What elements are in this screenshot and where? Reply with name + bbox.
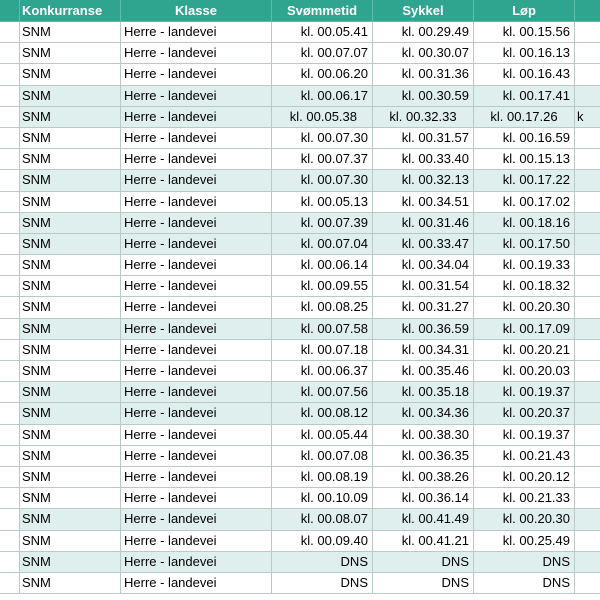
header-row (0, 0, 600, 22)
row-gutter (0, 22, 20, 43)
table-row (0, 531, 600, 552)
cell-konkurranse[interactable]: SNM (20, 170, 121, 191)
cell-klasse[interactable]: Herre - landevei (121, 467, 272, 488)
cell-extra[interactable] (575, 319, 600, 340)
row-gutter (0, 213, 20, 234)
cell-lop[interactable]: kl. 00.20.37 (474, 403, 575, 424)
cell-klasse[interactable]: Herre - landevei (121, 255, 272, 276)
cell-sykkel[interactable]: kl. 00.30.59 (373, 86, 474, 107)
row-gutter (0, 86, 20, 107)
cell-svommetid[interactable]: kl. 00.08.19 (272, 467, 373, 488)
table-row (0, 297, 600, 318)
cell-klasse[interactable]: Herre - landevei (121, 488, 272, 509)
cell-lop[interactable]: kl. 00.16.13 (474, 43, 575, 64)
cell-sykkel[interactable]: kl. 00.34.31 (373, 340, 474, 361)
cell-lop[interactable]: kl. 00.25.49 (474, 531, 575, 552)
cell-svommetid[interactable]: DNS (272, 552, 373, 573)
cell-svommetid[interactable]: kl. 00.08.25 (272, 297, 373, 318)
cell-sykkel[interactable]: kl. 00.29.49 (373, 22, 474, 43)
cell-klasse[interactable]: Herre - landevei (121, 276, 272, 297)
cell-lop[interactable]: kl. 00.20.12 (474, 467, 575, 488)
cell-extra[interactable] (575, 403, 600, 424)
cell-konkurranse[interactable]: SNM (20, 425, 121, 446)
cell-klasse[interactable]: Herre - landevei (121, 509, 272, 530)
table-row (0, 340, 600, 361)
cell-konkurranse[interactable]: SNM (20, 531, 121, 552)
cell-sykkel[interactable]: kl. 00.35.18 (373, 382, 474, 403)
cell-sykkel[interactable]: kl. 00.41.21 (373, 531, 474, 552)
cell-klasse[interactable]: Herre - landevei (121, 192, 272, 213)
cell-svommetid[interactable]: kl. 00.10.09 (272, 488, 373, 509)
cell-extra[interactable] (575, 446, 600, 467)
cell-extra[interactable] (575, 22, 600, 43)
cell-extra[interactable] (575, 192, 600, 213)
cell-klasse[interactable]: Herre - landevei (121, 43, 272, 64)
cell-lop[interactable]: kl. 00.17.02 (474, 192, 575, 213)
table-row (0, 361, 600, 382)
table-row (0, 467, 600, 488)
cell-svommetid[interactable]: kl. 00.06.20 (272, 64, 373, 85)
cell-konkurranse[interactable]: SNM (20, 403, 121, 424)
cell-svommetid[interactable]: kl. 00.05.38 (272, 107, 373, 128)
cell-sykkel[interactable]: kl. 00.31.36 (373, 64, 474, 85)
cell-klasse[interactable]: Herre - landevei (121, 297, 272, 318)
cell-lop[interactable]: kl. 00.20.30 (474, 297, 575, 318)
cell-sykkel[interactable]: kl. 00.36.35 (373, 446, 474, 467)
column-header-extra[interactable] (575, 0, 600, 22)
cell-lop[interactable]: kl. 00.15.13 (474, 149, 575, 170)
cell-konkurranse[interactable]: SNM (20, 509, 121, 530)
table-row (0, 319, 600, 340)
cell-extra[interactable] (575, 425, 600, 446)
cell-klasse[interactable]: Herre - landevei (121, 552, 272, 573)
cell-konkurranse[interactable]: SNM (20, 192, 121, 213)
cell-sykkel[interactable]: kl. 00.38.26 (373, 467, 474, 488)
cell-lop[interactable]: kl. 00.16.43 (474, 64, 575, 85)
table-row (0, 149, 600, 170)
table-row (0, 382, 600, 403)
row-gutter (0, 276, 20, 297)
cell-konkurranse[interactable]: SNM (20, 382, 121, 403)
cell-klasse[interactable]: Herre - landevei (121, 22, 272, 43)
table-row (0, 43, 600, 64)
cell-konkurranse[interactable]: SNM (20, 488, 121, 509)
table-row (0, 22, 600, 43)
cell-klasse[interactable]: Herre - landevei (121, 319, 272, 340)
cell-svommetid[interactable]: kl. 00.07.39 (272, 213, 373, 234)
cell-konkurranse[interactable]: SNM (20, 340, 121, 361)
cell-klasse[interactable]: Herre - landevei (121, 86, 272, 107)
row-gutter (0, 425, 20, 446)
cell-lop[interactable]: kl. 00.19.37 (474, 382, 575, 403)
row-gutter (0, 361, 20, 382)
cell-klasse[interactable]: Herre - landevei (121, 403, 272, 424)
cell-klasse[interactable]: Herre - landevei (121, 573, 272, 594)
cell-lop[interactable]: kl. 00.17.50 (474, 234, 575, 255)
cell-sykkel[interactable]: kl. 00.31.46 (373, 213, 474, 234)
column-header-svommetid[interactable]: Svømmetid (272, 0, 373, 22)
column-header-lop[interactable]: Løp (474, 0, 575, 22)
cell-extra[interactable] (575, 297, 600, 318)
cell-extra[interactable] (575, 234, 600, 255)
cell-lop[interactable]: kl. 00.20.03 (474, 361, 575, 382)
cell-extra[interactable] (575, 149, 600, 170)
column-header-konkurranse[interactable]: Konkurranse (20, 0, 121, 22)
cell-extra[interactable] (575, 509, 600, 530)
cell-klasse[interactable]: Herre - landevei (121, 361, 272, 382)
cell-klasse[interactable]: Herre - landevei (121, 170, 272, 191)
row-gutter (0, 255, 20, 276)
cell-extra[interactable] (575, 552, 600, 573)
row-gutter (0, 170, 20, 191)
cell-klasse[interactable]: Herre - landevei (121, 149, 272, 170)
cell-konkurranse[interactable]: SNM (20, 446, 121, 467)
cell-konkurranse[interactable]: SNM (20, 552, 121, 573)
cell-svommetid[interactable]: kl. 00.06.37 (272, 361, 373, 382)
row-gutter (0, 297, 20, 318)
table-row (0, 509, 600, 530)
row-gutter (0, 552, 20, 573)
table-row (0, 255, 600, 276)
cell-sykkel[interactable]: kl. 00.36.59 (373, 319, 474, 340)
cell-sykkel[interactable]: kl. 00.35.46 (373, 361, 474, 382)
cell-lop[interactable]: kl. 00.20.21 (474, 340, 575, 361)
table-row (0, 403, 600, 424)
cell-konkurranse[interactable]: SNM (20, 467, 121, 488)
cell-extra[interactable] (575, 43, 600, 64)
cell-konkurranse[interactable]: SNM (20, 128, 121, 149)
table-row (0, 276, 600, 297)
cell-lop[interactable]: DNS (474, 573, 575, 594)
row-gutter (0, 531, 20, 552)
table-row (0, 213, 600, 234)
row-gutter (0, 382, 20, 403)
cell-extra[interactable] (575, 255, 600, 276)
row-gutter (0, 340, 20, 361)
cell-sykkel[interactable]: kl. 00.31.27 (373, 297, 474, 318)
cell-klasse[interactable]: Herre - landevei (121, 234, 272, 255)
cell-lop[interactable]: kl. 00.19.33 (474, 255, 575, 276)
cell-svommetid[interactable]: kl. 00.08.07 (272, 509, 373, 530)
cell-lop[interactable]: kl. 00.15.56 (474, 22, 575, 43)
cell-lop[interactable]: kl. 00.21.33 (474, 488, 575, 509)
table-row (0, 170, 600, 191)
table-row (0, 107, 600, 128)
cell-konkurranse[interactable]: SNM (20, 64, 121, 85)
row-gutter (0, 403, 20, 424)
cell-extra[interactable] (575, 128, 600, 149)
cell-extra[interactable] (575, 170, 600, 191)
cell-extra[interactable]: k (575, 107, 600, 128)
column-header-klasse[interactable]: Klasse (121, 0, 272, 22)
cell-klasse[interactable]: Herre - landevei (121, 213, 272, 234)
cell-svommetid[interactable]: kl. 00.07.08 (272, 446, 373, 467)
cell-sykkel[interactable]: kl. 00.33.47 (373, 234, 474, 255)
cell-sykkel[interactable]: kl. 00.34.51 (373, 192, 474, 213)
cell-konkurranse[interactable]: SNM (20, 234, 121, 255)
cell-konkurranse[interactable]: SNM (20, 573, 121, 594)
cell-konkurranse[interactable]: SNM (20, 86, 121, 107)
cell-sykkel[interactable]: DNS (373, 552, 474, 573)
cell-lop[interactable]: kl. 00.20.30 (474, 509, 575, 530)
cell-konkurranse[interactable]: SNM (20, 149, 121, 170)
row-gutter (0, 446, 20, 467)
cell-klasse[interactable]: Herre - landevei (121, 425, 272, 446)
cell-svommetid[interactable]: kl. 00.08.12 (272, 403, 373, 424)
row-gutter (0, 43, 20, 64)
cell-svommetid[interactable]: kl. 00.06.14 (272, 255, 373, 276)
table-row (0, 86, 600, 107)
row-gutter (0, 573, 20, 594)
table-row (0, 425, 600, 446)
cell-svommetid[interactable]: kl. 00.09.55 (272, 276, 373, 297)
cell-extra[interactable] (575, 64, 600, 85)
row-gutter (0, 128, 20, 149)
cell-extra[interactable] (575, 276, 600, 297)
cell-extra[interactable] (575, 467, 600, 488)
cell-extra[interactable] (575, 573, 600, 594)
cell-extra[interactable] (575, 531, 600, 552)
cell-klasse[interactable]: Herre - landevei (121, 64, 272, 85)
cell-sykkel[interactable]: kl. 00.32.13 (373, 170, 474, 191)
table-row (0, 234, 600, 255)
cell-sykkel[interactable]: kl. 00.33.40 (373, 149, 474, 170)
cell-konkurranse[interactable]: SNM (20, 22, 121, 43)
cell-lop[interactable]: DNS (474, 552, 575, 573)
table-row (0, 446, 600, 467)
cell-sykkel[interactable]: kl. 00.34.36 (373, 403, 474, 424)
row-gutter (0, 107, 20, 128)
cell-svommetid[interactable]: kl. 00.07.30 (272, 170, 373, 191)
cell-svommetid[interactable]: DNS (272, 573, 373, 594)
cell-sykkel[interactable]: kl. 00.34.04 (373, 255, 474, 276)
cell-konkurranse[interactable]: SNM (20, 361, 121, 382)
cell-svommetid[interactable]: kl. 00.06.17 (272, 86, 373, 107)
cell-klasse[interactable]: Herre - landevei (121, 446, 272, 467)
cell-extra[interactable] (575, 382, 600, 403)
cell-klasse[interactable]: Herre - landevei (121, 128, 272, 149)
row-gutter-header (0, 0, 20, 22)
cell-sykkel[interactable]: DNS (373, 573, 474, 594)
cell-sykkel[interactable]: kl. 00.41.49 (373, 509, 474, 530)
cell-konkurranse[interactable]: SNM (20, 43, 121, 64)
table-row (0, 192, 600, 213)
cell-klasse[interactable]: Herre - landevei (121, 340, 272, 361)
cell-extra[interactable] (575, 488, 600, 509)
cell-lop[interactable]: kl. 00.17.26 (474, 107, 575, 128)
cell-lop[interactable]: kl. 00.17.09 (474, 319, 575, 340)
cell-konkurranse[interactable]: SNM (20, 107, 121, 128)
cell-konkurranse[interactable]: SNM (20, 276, 121, 297)
cell-lop[interactable]: kl. 00.17.41 (474, 86, 575, 107)
cell-svommetid[interactable]: kl. 00.05.41 (272, 22, 373, 43)
table-row (0, 552, 600, 573)
cell-svommetid[interactable]: kl. 00.05.13 (272, 192, 373, 213)
table-row (0, 573, 600, 594)
cell-konkurranse[interactable]: SNM (20, 213, 121, 234)
row-gutter (0, 467, 20, 488)
cell-konkurranse[interactable]: SNM (20, 297, 121, 318)
row-gutter (0, 319, 20, 340)
table-row (0, 64, 600, 85)
cell-konkurranse[interactable]: SNM (20, 255, 121, 276)
cell-sykkel[interactable]: kl. 00.36.14 (373, 488, 474, 509)
cell-lop[interactable]: kl. 00.16.59 (474, 128, 575, 149)
cell-extra[interactable] (575, 213, 600, 234)
cell-sykkel[interactable]: kl. 00.30.07 (373, 43, 474, 64)
cell-svommetid[interactable]: kl. 00.07.30 (272, 128, 373, 149)
cell-extra[interactable] (575, 361, 600, 382)
cell-lop[interactable]: kl. 00.21.43 (474, 446, 575, 467)
row-gutter (0, 488, 20, 509)
cell-sykkel[interactable]: kl. 00.32.33 (373, 107, 474, 128)
cell-svommetid[interactable]: kl. 00.07.18 (272, 340, 373, 361)
row-gutter (0, 234, 20, 255)
cell-lop[interactable]: kl. 00.17.22 (474, 170, 575, 191)
table-row (0, 488, 600, 509)
column-header-sykkel[interactable]: Sykkel (373, 0, 474, 22)
cell-sykkel[interactable]: kl. 00.31.54 (373, 276, 474, 297)
cell-extra[interactable] (575, 340, 600, 361)
cell-klasse[interactable]: Herre - landevei (121, 531, 272, 552)
cell-svommetid[interactable]: kl. 00.07.37 (272, 149, 373, 170)
cell-svommetid[interactable]: kl. 00.09.40 (272, 531, 373, 552)
row-gutter (0, 509, 20, 530)
row-gutter (0, 149, 20, 170)
cell-svommetid[interactable]: kl. 00.07.56 (272, 382, 373, 403)
cell-lop[interactable]: kl. 00.18.32 (474, 276, 575, 297)
table-row (0, 128, 600, 149)
cell-extra[interactable] (575, 86, 600, 107)
cell-klasse[interactable]: Herre - landevei (121, 107, 272, 128)
cell-lop[interactable]: kl. 00.18.16 (474, 213, 575, 234)
cell-sykkel[interactable]: kl. 00.31.57 (373, 128, 474, 149)
row-gutter (0, 64, 20, 85)
cell-svommetid[interactable]: kl. 00.07.58 (272, 319, 373, 340)
cell-konkurranse[interactable]: SNM (20, 319, 121, 340)
table-body (0, 22, 600, 594)
cell-klasse[interactable]: Herre - landevei (121, 382, 272, 403)
cell-svommetid[interactable]: kl. 00.05.44 (272, 425, 373, 446)
cell-lop[interactable]: kl. 00.19.37 (474, 425, 575, 446)
cell-svommetid[interactable]: kl. 00.07.07 (272, 43, 373, 64)
cell-svommetid[interactable]: kl. 00.07.04 (272, 234, 373, 255)
row-gutter (0, 192, 20, 213)
cell-sykkel[interactable]: kl. 00.38.30 (373, 425, 474, 446)
